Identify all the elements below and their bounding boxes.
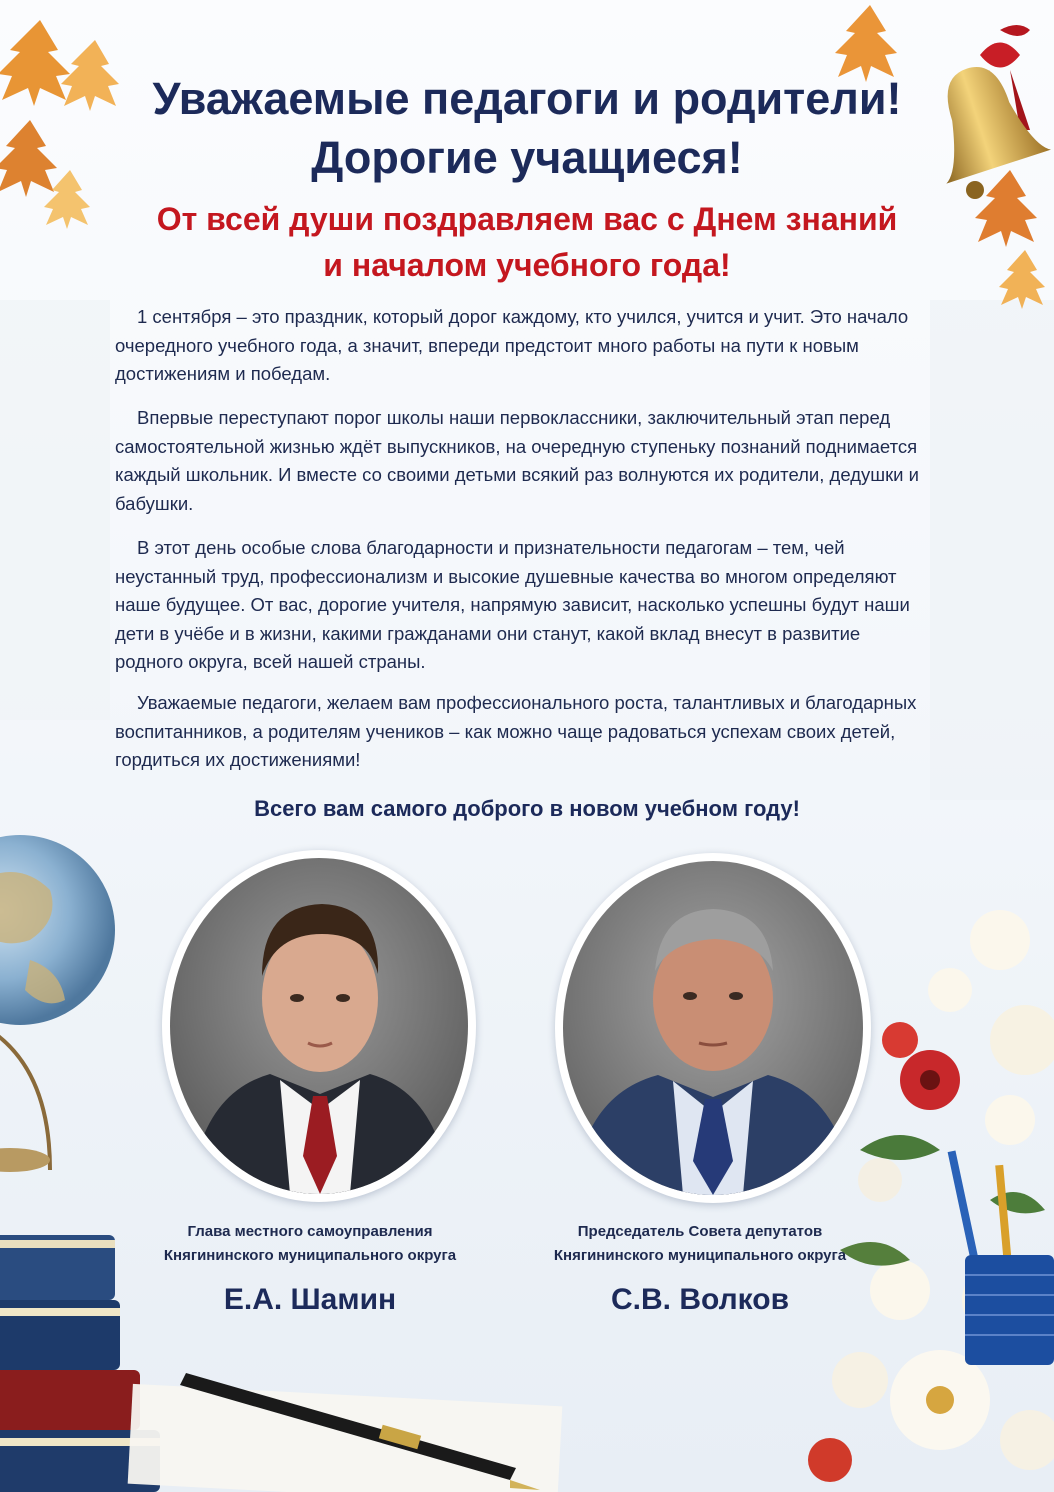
portrait-photo-shamin (162, 850, 476, 1202)
signatory-2-name: С.В. Волков (610, 1283, 790, 1316)
body-paragraph-1: 1 сентября – это праздник, который дорог каждому, кто учился, учится и учит. Это начало очередного учебного года, а значит, впереди предстоит много работы на пути к новым достижениям и победам. (115, 306, 909, 385)
pencil-cup-icon (948, 1150, 1054, 1365)
signatory-1-role-line2: Княгининского муниципального округа (163, 1247, 457, 1264)
globe-icon (0, 835, 115, 1172)
signatory-2-role (500, 1220, 900, 1268)
signatory-2-role-line1: Председатель Совета депутатов (577, 1223, 823, 1240)
page-title-line2: Дорогие учащиеся! (311, 132, 743, 183)
signatory-1-name: Е.А. Шамин (223, 1283, 397, 1316)
body-paragraph-2: Впервые переступают порог школы наши первоклассники, заключительный этап перед самостоятельной жизнью ждёт выпускников, на очередную ступеньку познаний поднимается каждый школьник. И вместе со своими детьми всякий раз волнуются их родители, дедушки и бабушки. (115, 407, 919, 514)
portrait-photo-volkov (555, 853, 871, 1203)
body-paragraph-4: Уважаемые педагоги, желаем вам профессионального роста, талантливых и благодарных воспитанников, а родителям учеников – как можно чаще радоваться успехам своих детей, гордиться их достижениями! (115, 692, 917, 771)
signatory-1-role (110, 1220, 510, 1268)
page-subtitle: От всей души поздравляем вас с Днем знаний (156, 201, 898, 237)
signatory-2-role-line2: Княгининского муниципального округа (553, 1247, 847, 1264)
body-paragraph-3: В этот день особые слова благодарности и признательности педагогам – тем, чей неустанный труд, профессионализм и высокие душевные качества во многом определяют наше будущее. От вас, дорогие учителя, напрямую зависит, насколько успешны будут наши дети в учёбе и в жизни, какими гражданами они станут, какой вклад внесут в развитие родного округа, всей нашей страны. (115, 537, 910, 673)
page-subtitle-line2: и началом учебного года! (323, 247, 731, 283)
page-title: Уважаемые педагоги и родители! (152, 73, 902, 124)
closing-wish: Всего вам самого доброго в новом учебном году! (254, 796, 800, 821)
signatory-1-role-line1: Глава местного самоуправления (187, 1223, 433, 1240)
